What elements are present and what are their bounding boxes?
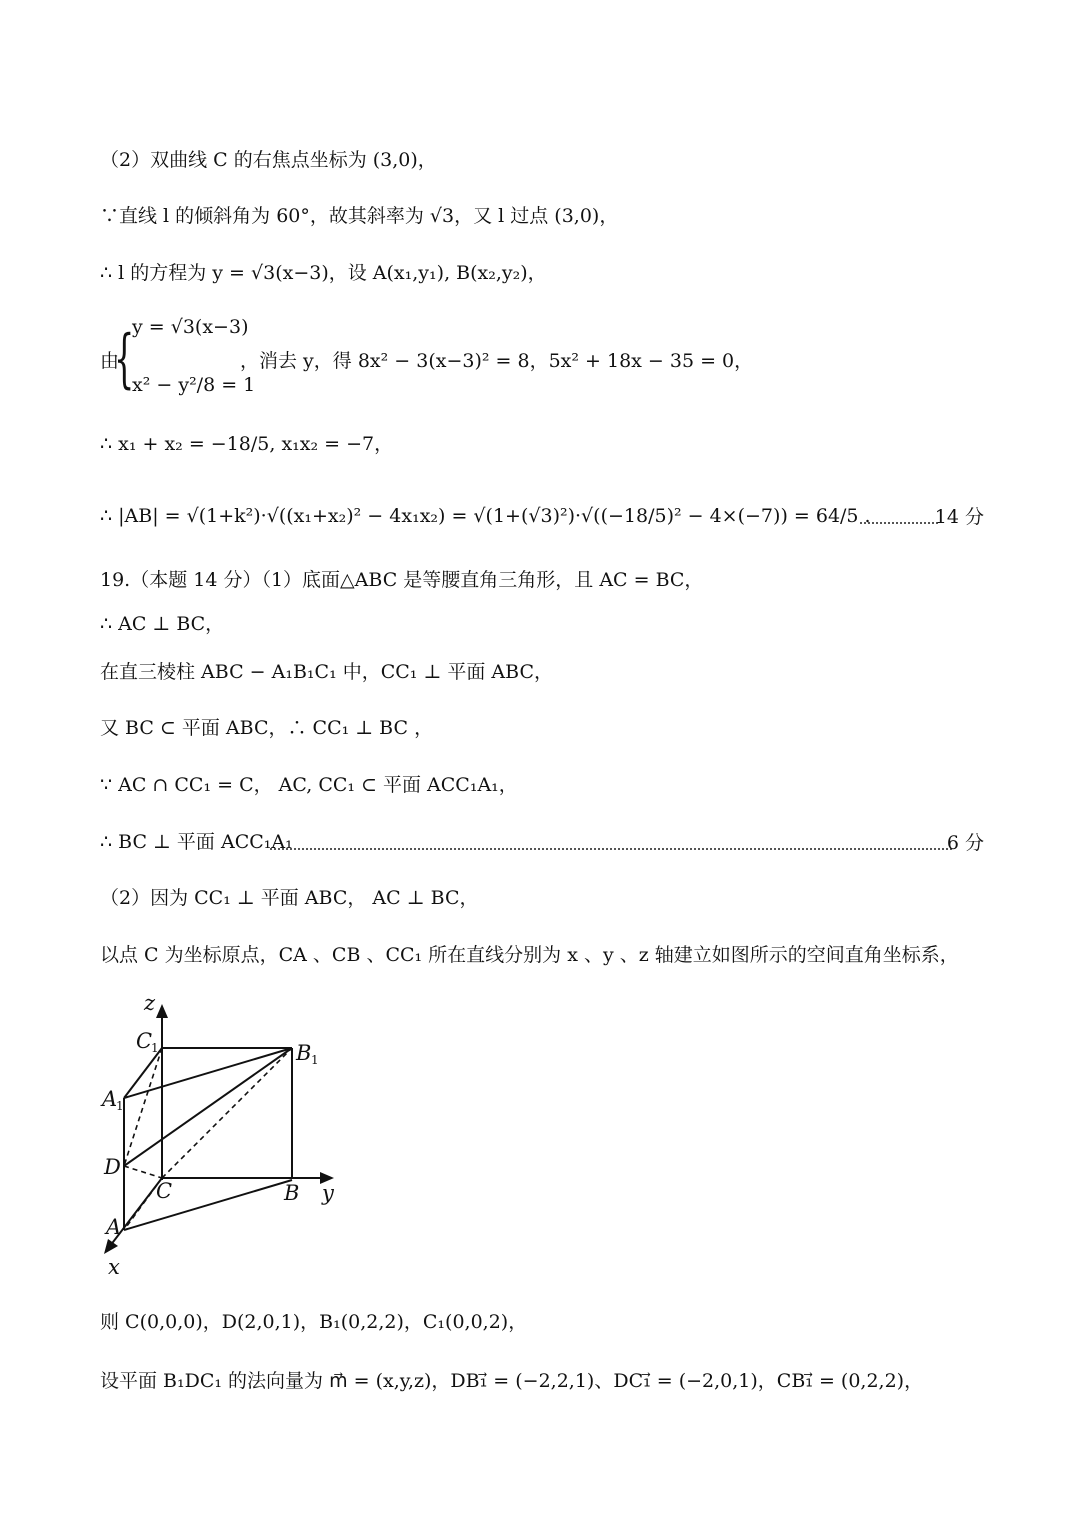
line-chord-length: ∴ |AB| = √(1+k²)·√((x₁+x₂)² − 4x₁x₂) = √(1+(√3)²)·√((−18/5)² − 4×(−7)) = 64/5 . bbox=[100, 505, 871, 527]
label-y: y bbox=[322, 1181, 334, 1205]
system-eq1: y = √3(x−3) bbox=[132, 316, 249, 338]
edge-c1-a1 bbox=[124, 1048, 162, 1098]
line-normal-vector: 设平面 B₁DC₁ 的法向量为 m⃗ = (x,y,z)，DB₁⃗ = (−2,2,1)、DC₁⃗ = (−2,0,1)，CB₁⃗ = (0,2,2)， bbox=[100, 1370, 924, 1392]
label-c1-sub: 1 bbox=[151, 1041, 159, 1055]
line-hyperbola-focus: （2）双曲线 C 的右焦点坐标为 (3,0)， bbox=[100, 149, 437, 171]
system-eq2: x² − y²/8 = 1 bbox=[132, 374, 256, 396]
score-leader-2 bbox=[270, 848, 952, 850]
line-intersection: ∵ AC ∩ CC₁ = C， AC, CC₁ ⊂ 平面 ACC₁A₁， bbox=[100, 774, 518, 796]
dash-d-c bbox=[124, 1166, 162, 1178]
line-slope: ∵直线 l 的倾斜角为 60°，故其斜率为 √3，又 l 过点 (3,0)， bbox=[100, 205, 619, 227]
equation-system bbox=[100, 308, 1000, 413]
label-c: C bbox=[156, 1179, 173, 1203]
label-a1-sub: 1 bbox=[116, 1099, 124, 1113]
line-coordinates: 则 C(0,0,0)，D(2,0,1)，B₁(0,2,2)，C₁(0,0,2)， bbox=[100, 1311, 528, 1333]
label-z: z bbox=[144, 991, 156, 1015]
system-result: ，消去 y，得 8x² − 3(x−3)² = 8，5x² + 18x − 35 = 0， bbox=[240, 350, 754, 372]
line-vieta: ∴ x₁ + x₂ = −18/5, x₁x₂ = −7， bbox=[100, 433, 394, 455]
label-b1: B bbox=[296, 1041, 312, 1065]
label-x: x bbox=[108, 1255, 120, 1279]
edge-a-b bbox=[124, 1180, 292, 1230]
z-arrow bbox=[156, 1004, 168, 1018]
line-prism: 在直三棱柱 ABC − A₁B₁C₁ 中，CC₁ ⊥ 平面 ABC， bbox=[100, 661, 553, 683]
label-c1: C bbox=[136, 1029, 153, 1053]
line-coordinate-system: 以点 C 为坐标原点，CA 、CB 、CC₁ 所在直线分别为 x 、y 、z 轴建立如图所示的空间直角坐标系， bbox=[100, 944, 959, 966]
x-arrow bbox=[104, 1239, 118, 1254]
line-bc-perp-plane: ∴ BC ⊥ 平面 ACC₁A₁ bbox=[100, 831, 293, 853]
label-b1-sub: 1 bbox=[311, 1053, 319, 1067]
line-q19: 19.（本题 14 分）（1）底面△ABC 是等腰直角三角形，且 AC = BC， bbox=[100, 569, 704, 591]
line-equation: ∴ l 的方程为 y = √3(x−3)，设 A(x₁,y₁), B(x₂,y₂)， bbox=[100, 262, 547, 284]
dash-c1-d bbox=[124, 1048, 162, 1166]
line-ac-perp-bc: ∴ AC ⊥ BC， bbox=[100, 613, 225, 635]
line-part2: （2）因为 CC₁ ⊥ 平面 ABC， AC ⊥ BC， bbox=[100, 887, 479, 909]
system-brace: { bbox=[114, 322, 135, 396]
label-b: B bbox=[284, 1181, 300, 1205]
label-a1: A bbox=[102, 1087, 118, 1111]
prism-diagram bbox=[96, 990, 356, 1290]
score-leader-1 bbox=[860, 522, 938, 524]
line-bc-in-plane: 又 BC ⊂ 平面 ABC，∴ CC₁ ⊥ BC ， bbox=[100, 717, 434, 739]
label-d: D bbox=[104, 1155, 121, 1179]
system-prefix: 由 bbox=[100, 350, 120, 372]
label-a: A bbox=[106, 1215, 122, 1239]
score-14: 14 分 bbox=[934, 506, 984, 528]
score-6: 6 分 bbox=[946, 832, 984, 854]
